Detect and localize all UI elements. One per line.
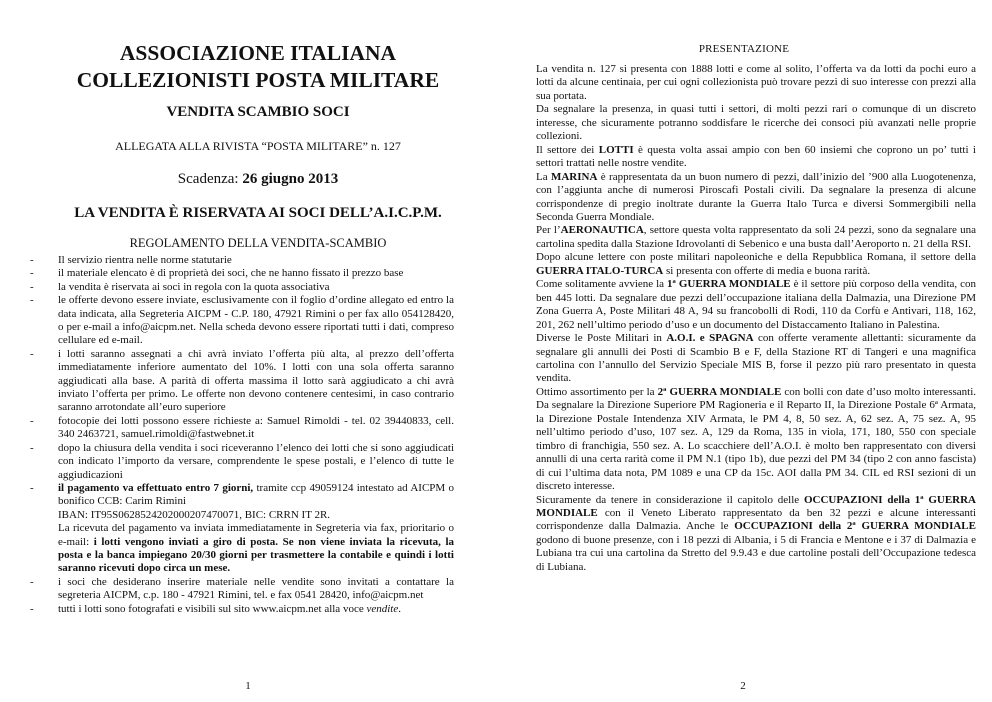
paragraph (536, 278, 976, 332)
paragraph (536, 171, 976, 225)
text: con bolli con date d’uso molto interessanti. Da segnalare la Direzione Superiore PM Ragioneria e il Reparto II, la Direzione Postale 6ª Armata, la Direzione Postale Intendenza XIV Armata, le PM 4, 8, 50 sez. A, 62 sez. A, 75 sez. A, 95 nell’ultimo periodo d’uso, 107 sez. A, 129 da Roma, 135 in viola, 171, 180, 550 con speciale timbro di franchigia, 550 sez. A. Lo scacchiere dell’A.O.I. è molto ben rappresentato con diversi annulli di una certa rarità come il PM N.1 (tipo 1b), due pezzi del PM 34 (tipo 2 con anno fascista) di cui l’ultima data nota, PM 1089 e una CP da 15c. AOI dalla PM 34. CIL ed RSI sezioni di un discreto interesse. (536, 385, 976, 493)
page-number: 1 (245, 680, 251, 692)
paragraph: Da segnalare la presenza, in quasi tutti i settori, di molti pezzi rari o comunque di un discreto interesse, che sicuramente potranno soddisfare le ricerche dei consoci più avanzati nelle proprie collezioni. (536, 103, 976, 143)
paragraph: La vendita n. 127 si presenta con 1888 lotti e come al solito, l’offerta va da lotti da pochi euro a lotti da alcune centinaia, per cui ogni collezionista può trovare pezzi di suo interesse con prezzi alla sua portata. (536, 63, 976, 102)
title-line-2: COLLEZIONISTI POSTA MILITARE (76, 68, 440, 92)
paragraph (536, 224, 976, 251)
rules-list (30, 254, 454, 616)
text: Ottimo assortimento per la (536, 385, 658, 398)
deadline (20, 171, 496, 188)
section-name: 1ª GUERRA MONDIALE (667, 278, 791, 291)
section-name: AERONAUTICA (560, 224, 644, 237)
rule-item: - fotocopie dei lotti possono essere richieste a: Samuel Rimoldi - tel. 02 39440833, cell. 340 2463721, samuel.rimoldi@fastwebnet.it (30, 415, 454, 442)
paragraph (536, 144, 976, 171)
presentation-body (536, 63, 976, 574)
section-name: LOTTI (598, 143, 634, 156)
text: si presenta con offerte di media e buona rarità. (663, 264, 871, 277)
paragraph (536, 386, 976, 494)
section-name: 2ª GUERRA MONDIALE (657, 385, 782, 398)
text: Sicuramente da tenere in considerazione il capitolo delle (536, 493, 804, 506)
text: è questa volta assai ampio con ben 60 insiemi che coprono un po’ tutti i settori trattati nelle nostre vendite. (536, 143, 976, 170)
rule-item: - il materiale elencato è di proprietà dei soci, che ne hanno fissato il prezzo base (30, 267, 454, 280)
text: con il Veneto Liberato rappresentato da ben 32 pezzi e alcune interessanti corrispondenze dalla Dalmazia. Anche le (536, 506, 976, 533)
presentation-heading: PRESENTAZIONE (698, 43, 790, 55)
deadline-date: 26 giugno 2013 (242, 171, 339, 187)
text: Per l’ (536, 224, 561, 237)
title-line-1: ASSOCIAZIONE ITALIANA (119, 41, 397, 65)
text: , settore questa volta rappresentato da soli 24 pezzi, sono da segnalare una cartolina spedita dalla Stazione Idrovolanti di Sebenico e una busta dall’Aeroporto n. 21 della RSI. (536, 224, 976, 250)
sale-subtitle: VENDITA SCAMBIO SOCI (166, 104, 350, 120)
paragraph (536, 494, 976, 575)
iban-line: IBAN: IT95S0628524202000207470071, BIC: CRRN IT 2R. (58, 508, 331, 521)
text: La (536, 170, 551, 183)
deadline-label: Scadenza: (177, 171, 239, 187)
paragraph (536, 251, 976, 278)
photo-note-text: tutti i lotti sono fotografati e visibili sul sito www.aicpm.net alla voce (58, 602, 367, 615)
members-only-notice: LA VENDITA È RISERVATA AI SOCI DELL’A.I.C.P.M. (74, 205, 442, 221)
photo-note-end: . (398, 602, 401, 615)
association-title (20, 40, 496, 94)
text: è rappresentata da un buon numero di pezzi, dall’inizio del ’900 alla Luogotenenza, con l’aggiunta anche di numerosi Piroscafi Postali civili. Da segnalare la presenza di alcune corrispondenze di pregio inoltrate durante la Guerra Italo Turca e diversi Sommergibili nella Seconda Guerra Mondiale. (536, 170, 977, 223)
rule-item-payment (30, 482, 454, 509)
text: con offerte veramente allettanti: sicuramente da segnalare gli annulli dei Posti di Scambio B e F, della Stazione RT di Tangeri e una magnifica cartolina con l’annullo del Servizio Speciale MIS B, forse il pezzo più raro presentato in questa vendita. (536, 332, 976, 385)
section-name: A.O.I. e SPAGNA (666, 332, 754, 345)
payment-details: tramite ccp 49059124 intestato ad AICPM o bonifico CCB: Carim Rimini (58, 481, 454, 508)
paragraph (536, 332, 976, 386)
section-name: MARINA (550, 170, 598, 183)
section-name: OCCUPAZIONI della 2ª GUERRA MONDIALE (734, 520, 976, 533)
section-name: OCCUPAZIONI della 1ª GUERRA MONDIALE (536, 493, 976, 519)
text: godono di buone presenze, con i 18 pezzi di Albania, i 5 di Francia e Mentone e i 37 di Dalmazia e Lubiana tra cui una cartolina da Stretto del 9.9.43 e due cartoline postali dell’Occupazione tedesca di Lubiana. (536, 533, 976, 573)
text: Dopo alcune lettere con poste militari napoleoniche e della Repubblica Romana, il settore della (536, 251, 976, 264)
page-number: 2 (740, 680, 746, 692)
rule-item: - la vendita è riservata ai soci in regola con la quota associativa (30, 281, 454, 294)
text: Come solitamente avviene la (536, 278, 668, 291)
rule-item: - i soci che desiderano inserire materiale nelle vendite sono invitati a contattare la segreteria AICPM, c.p. 180 - 47921 Rimini, tel. e fax 0541 28420, info@aicpm.net (30, 576, 454, 603)
photo-note-link: vendite (366, 602, 399, 615)
receipt-note (30, 522, 454, 576)
text: Il settore dei (536, 143, 599, 156)
receipt-warning: i lotti vengono inviati a giro di posta. Se non viene inviata la ricevuta, la posta e la banca impiegano 20/30 giorni per trasmettere la contabile e quindi i lotti saranno ricevuti dopo circa un mese. (58, 535, 454, 575)
attached-magazine-note: ALLEGATA ALLA RIVISTA “POSTA MILITARE” n. 127 (115, 139, 401, 153)
payment-deadline: il pagamento va effettuato entro 7 giorni, (58, 481, 254, 494)
rule-item: - dopo la chiusura della vendita i soci riceveranno l’elenco dei lotti che si sono aggiudicati con indicato l’importo da versare, comprendente le spese postali, e l’elenco di tutte le aggiudicazioni (30, 442, 454, 482)
receipt-text: La ricevuta del pagamento va inviata immediatamente in Segreteria via fax, prioritario o e-mail: (58, 522, 454, 548)
rule-item: - Il servizio rientra nelle norme statutarie (30, 254, 454, 267)
rule-item: - i lotti saranno assegnati a chi avrà inviato l’offerta più alta, al prezzo dell’offerta immediatamente inferiore aumentato del 10%. I lotti con una sola offerta saranno aggiudicati alla base. A parità di offerta massima il lotto sarà aggiudicato a chi avrà inviato l’offerta per primo. Le offerte non devono contenere centesimi, in caso contrario saranno arrotondate all’euro superiore (30, 348, 454, 415)
text: Diverse le Poste Militari in (536, 332, 667, 345)
text: è il settore più corposo della vendita, con ben 445 lotti. Da segnalare due pezzi dell’occupazione italiana della Dalmazia, una Direzione PM Zona Guerra A, Poste Militari 48 A, 94 su francobolli di Rodi, 110 da Corfù e Antivari, 118, 162, 201, 262 nell’ultimo periodo d’uso e un documento del Distaccamento Italiano in Palestina. (536, 278, 976, 331)
regulations-heading: REGOLAMENTO DELLA VENDITA-SCAMBIO (129, 236, 387, 250)
right-page (496, 0, 992, 702)
section-name: GUERRA ITALO-TURCA (536, 264, 664, 277)
rule-item (30, 603, 454, 616)
rule-item: - le offerte devono essere inviate, esclusivamente con il foglio d’ordine allegato ed entro la data indicata, alla Segreteria AICPM - C.P. 180, 47921 Rimini o per fax allo 054128420, o per e-mail a info@aicpm.net. Nella scheda devono essere riportati tutti i dati, compreso cellulare ed e-mail. (30, 294, 454, 348)
